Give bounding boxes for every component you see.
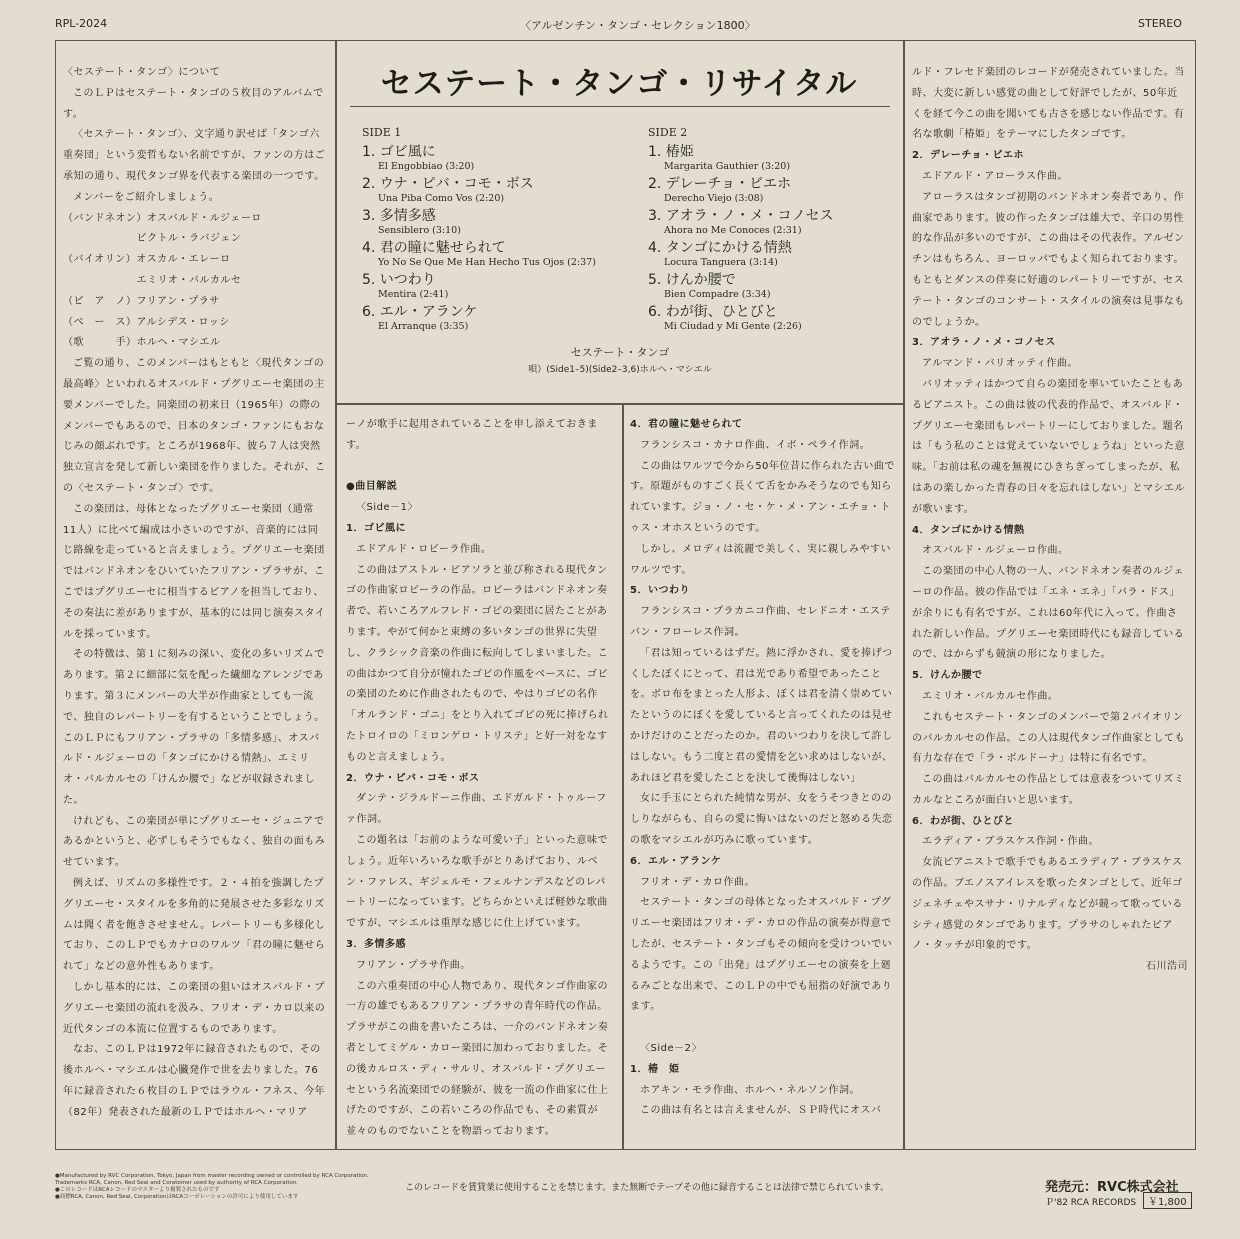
track-s2-2	[648, 176, 791, 205]
track-subtitle: Sensiblero (3:10)	[378, 225, 461, 236]
paragraph: 女に手玉にとられた純情な男が、女をうそつきとののしりながらも、自らの愛に悔いはないのだと怒める失恋の歌をマシエルが巧みに歌っています。	[630, 793, 893, 846]
paragraph: （バイオリン）オスカル・エレーロ	[63, 254, 231, 266]
track-s1-5	[362, 272, 448, 301]
paragraph: この楽団は、母体となったプグリエーセ楽団（通常11人）に比べて編成は小さいのですが、音楽的には同じ路線を走っていると言えましょう。プグリエーセ楽団ではバンドネオンをひいていたフリアン・プラサが、ここではプグリエーセに相当するピアノを担当しており、その奏法に差がありますが、基本的には同じ演奏スタイルを採っています。	[63, 503, 326, 640]
paragraph: この楽団の中心人物の一人、バンドネオン奏者のルジェーロの作品。彼の作品では「エネ・エネ」「パラ・ドス」が余りにも有名ですが、これは60年代に入って、作曲された新しい作品。プグリエーセ楽団時代にも録音しているので、はからずも競演の形になりました。	[912, 566, 1185, 661]
divider-1	[335, 40, 337, 1150]
liner-notes-column-2	[346, 415, 614, 1145]
liner-notes-column-1	[63, 63, 327, 1145]
track-subtitle: Una Piba Como Vos (2:20)	[378, 193, 505, 204]
paragraph: 「君は知っているはずだ。熱に浮かされ、愛を捧げつくしたぼくにとって、君は光であり希望であったことを。ボロ布をまとった人形よ、ぼくは君を清く崇めていたというのにぼくを愛していると言ってくれたのは見せかけだけのことだったのか。君のいつわりを決して許しはしない。もう二度と君の愛情を乞い求めはしないが、あれほど君を愛したことを決して後悔はしない」	[630, 647, 893, 784]
paragraph: ビクトル・ラバジェン	[63, 233, 242, 245]
copyright: Ｐ'82 RCA RECORDS	[1045, 1198, 1137, 1208]
track-title: 6. わが街、ひとびと	[648, 304, 778, 320]
track-s1-4	[362, 240, 596, 269]
track-title: 1. ゴビ風に	[362, 144, 436, 160]
price-tag: ￥1,800	[1143, 1192, 1192, 1209]
section-heading: 2．ウナ・ピバ・コモ・ボス	[346, 772, 480, 784]
track-s2-5	[648, 272, 771, 301]
track-title: 5. いつわり	[362, 272, 436, 288]
section-heading: ●曲目解説	[346, 481, 398, 493]
paragraph: ホアキン・モラ作曲、ホルヘ・ネルソン作詞。	[640, 1084, 860, 1096]
track-subtitle: Mentira (2:41)	[378, 289, 449, 300]
stereo-label: STEREO	[1138, 17, 1182, 30]
tracklist-bottom-border	[335, 403, 905, 405]
paragraph: フリアン・プラサ作曲。	[356, 959, 471, 971]
section-heading: 6．エル・アランケ	[630, 855, 722, 867]
paragraph: エラディア・ブラスケス作詞・作曲。	[922, 836, 1099, 848]
paragraph: 女流ピアニストで歌手でもあるエラディア・ブラスケスの作品。ブエノスアイレスを歌ったタンゴとして、近年ゴジェネチェやスサナ・リナルディなどが競って歌っているシティ感覚のタンゴであります。プラサのしゃれたピアノ・タッチが印象的です。	[912, 857, 1183, 952]
paragraph: この曲はアストル・ピアソラと並び称される現代タンゴの作曲家ロビーラの作品。ロビーラはバンドネオン奏者で、若いころアルフレド・ゴビの楽団に居たことがあります。やがて何かと束縛の多いタンゴの世界に失望し、クラシック音楽の作曲に転向してしまいました。この曲はかつて自分が憧れたゴビの作風をベースに、ゴビの楽団のために作曲されたもので、やはりゴビの名作「オルランド・ゴニ」をとり入れてゴビの死に捧げられたトロイロの「ミロンゲロ・トリステ」と好一対をなすものと言えましょう。	[346, 564, 609, 763]
paragraph: アルマンド・バリオッティ作曲。	[922, 358, 1078, 370]
paragraph: 石川浩司	[1146, 961, 1188, 973]
paragraph: この曲はワルツで今から50年位昔に作られた古い曲です。原題がものすごく長くて舌をかみそうなのでも知られています。ジョ・ノ・セ・ケ・メ・アン・エチョ・トゥス・オホスというのです。	[630, 460, 895, 534]
paragraph: 〈セステート・タンゴ〉、文字通り訳せば「タンゴ六重奏団」という変哲もない名前ですが、ファンの方はご承知の通り、現代タンゴ界を代表する楽団の一つです。	[63, 129, 326, 182]
paragraph: アローラスはタンゴ初期のバンドネオン奏者であり、作曲家であります。彼の作ったタンゴは雄大で、辛口の男性的な作品が多いのですが、この曲はその代表作。アルゼンチンはもちろん、ヨーロッパでもよく知られております。もともとダンスの伴奏に好適のレパートリーですが、セステート・タンゴのコンサート・スタイルの演奏は見事なものでしょうか。	[912, 191, 1185, 328]
track-s1-2	[362, 176, 534, 205]
paragraph: この曲はバルカルセの作品としては意表をついてリズミカルなところが面白いと思います。	[912, 774, 1185, 806]
paragraph: （バンドネオン）オスバルド・ルジェーロ	[63, 212, 262, 224]
album-title: セステート・タンゴ・リサイタル	[380, 66, 858, 102]
track-s1-6	[362, 304, 478, 333]
paragraph: これもセステート・タンゴのメンバーで第２バイオリンのバルカルセの作品。この人は現代タンゴ作曲家としても有力な存在で「ラ・ボルドーナ」は特に有名です。	[912, 711, 1185, 765]
fine-print-line: ●Manufactured by RVC Corporation, Tokyo, Japan from master recording owned or controlled by RCA Corporation.	[55, 1173, 369, 1179]
track-title: 5. けんか腰で	[648, 272, 736, 288]
section-heading: 3．アオラ・ノ・メ・コノセス	[912, 337, 1056, 349]
fine-print-line: ●商標RCA, Canon, Red Seal, CorporationはRCAコーポレーションの許可により使用しています	[55, 1194, 299, 1200]
track-subtitle: El Engobbiao (3:20)	[378, 161, 475, 172]
vocal-credit: 唄）(Side1–5)(Side2–3,6)ホルヘ・マシエル	[528, 365, 712, 375]
paragraph: エドアルド・アローラス作曲。	[922, 170, 1068, 182]
track-s2-1	[648, 144, 790, 173]
paragraph: ーノが歌手に起用されていることを申し添えておきます。	[346, 419, 598, 451]
track-title: 2. デレーチョ・ビエホ	[648, 176, 792, 192]
section-heading: 1．椿 姫	[630, 1063, 680, 1075]
paragraph: しかし基本的には、この楽団の狙いはオスバルド・プグリエーセ楽団の流れを汲み、フリオ・デ・カロ以来の近代タンゴの本流に位置するものであります。	[63, 982, 326, 1035]
paragraph: しかし、メロディは流麗で美しく、実に親しみやすいワルツです。	[630, 543, 891, 576]
paragraph: エドアルド・ロビーラ作曲。	[356, 543, 492, 555]
section-heading: 6．わが街、ひとびと	[912, 815, 1014, 827]
paragraph: エミリオ・バルカルセ	[63, 274, 242, 286]
track-s1-1	[362, 144, 474, 173]
fine-print-line: Trademarks RCA, Canon, Red Seal and Coratomer used by authority of RCA Corporation.	[55, 1180, 298, 1186]
track-subtitle: Locura Tanguera (3:14)	[664, 257, 778, 268]
paragraph: エミリオ・バルカルセ作曲。	[922, 690, 1059, 702]
divider-2	[622, 405, 624, 1150]
side2-label: SIDE 2	[648, 126, 688, 139]
paragraph: この六重奏団の中心人物であり、現代タンゴ作曲家の一方の雄でもあるフリアン・プラサの青年時代の作品。プラサがこの曲を書いたころは、一介のバンドネオン奏者としてミゲル・カロー楽団に加わっておりました。その後カルロス・ディ・サルリ、オスバルド・プグリエーセという名流楽団での経験が、彼を一流の作曲家に仕上げたのですが、この若いころの作品でも、その素質が並々のものでないことを物語っております。	[346, 980, 609, 1138]
track-s2-4	[648, 240, 792, 269]
track-subtitle: El Arranque (3:35)	[378, 321, 469, 332]
track-subtitle: Margarita Gauthier (3:20)	[664, 161, 791, 172]
side1-label: SIDE 1	[362, 126, 402, 139]
track-title: 3. アオラ・ノ・メ・コノセス	[648, 208, 834, 224]
track-subtitle: Derecho Viejo (3:08)	[664, 193, 764, 204]
paragraph	[630, 1018, 896, 1039]
paragraph: （歌 手）ホルヘ・マシエル	[63, 337, 221, 349]
track-s1-3	[362, 208, 461, 237]
paragraph: 〈セステート・タンゴ〉について	[63, 67, 221, 78]
track-title: 6. エル・アランケ	[362, 304, 478, 320]
section-heading: 1．ゴビ風に	[346, 522, 406, 534]
section-heading: 5．けんか腰で	[912, 670, 983, 682]
section-heading: 2．デレーチョ・ビエホ	[912, 150, 1024, 162]
paragraph: 〈Side－2〉	[640, 1042, 702, 1054]
paragraph: この曲は有名とは言えませんが、ＳＰ時代にオスバ	[640, 1105, 882, 1117]
track-subtitle: Yo No Se Que Me Han Hecho Tus Ojos (2:37)	[378, 257, 596, 268]
divider-3	[903, 40, 905, 1150]
paragraph: ルド・フレセド楽団のレコードが発売されていました。当時、大変に新しい感覚の曲として好評でしたが、50年近くを経て今この曲を聞いても古さを感じない作品です。有名な歌劇「椿姫」をテーマにしたタンゴです。	[912, 67, 1185, 141]
rental-notice: このレコードを賃貸業に使用することを禁じます。また無断でテープその他に録音することは法律で禁じられています。	[405, 1183, 890, 1193]
paragraph: このＬＰはセステート・タンゴの５枚目のアルバムです。	[63, 87, 324, 120]
paragraph: けれども、この楽団が単にプグリエーセ・ジュニアであるかというと、必ずしもそうでもなく、独自の面もみせています。	[63, 815, 326, 869]
paragraph: ご覧の通り、このメンバーはもともと〈現代タンゴの最高峰〉といわれるオスバルド・プグリエーセ楽団の主要メンバーでした。同楽団の初来日（1965年）の際のメンバーでもあるので、日本のタンゴ・ファンにもおなじみの顔ぶれです。ところが1968年、彼ら７人は突然独立宣言を発して新しい楽団を作りました。それが、この〈セステート・タンゴ〉です。	[63, 358, 326, 494]
catalog-number: RPL-2024	[55, 17, 108, 30]
paragraph: 〈Side－1〉	[356, 502, 418, 514]
track-title: 4. 君の瞳に魅せられて	[362, 240, 506, 256]
paragraph: フランシスコ・プラカニコ作曲、セレドニオ・エステバン・フローレス作詞。	[630, 606, 891, 638]
section-heading: 5．いつわり	[630, 585, 690, 597]
section-heading: 4．タンゴにかける情熱	[912, 524, 1025, 536]
track-subtitle: Mi Ciudad y Mi Gente (2:26)	[664, 321, 802, 332]
track-subtitle: Ahora no Me Conoces (2:31)	[664, 225, 802, 236]
paragraph: （ベ ー ス）アルシデス・ロッシ	[63, 316, 230, 328]
track-s2-3	[648, 208, 834, 237]
paragraph: バリオッティはかつて自らの楽団を率いていたこともあるピアニスト。この曲は彼の代表的作品で、オスバルド・プグリエーセ楽団もレパートリーにしておりました。題名は「もう私のことは覚えていないでしょうね」といった意味。「お前は私の魂を無視にひきちぎってしまったが、私はあの楽しかった青春の日々を忘れはしない」とマシエルが歌います。	[912, 378, 1185, 515]
track-title: 1. 椿姫	[648, 144, 694, 160]
paragraph	[346, 457, 614, 478]
paragraph: 例えば、リズムの多様性です。２・４拍を強調したプグリエーセ・スタイルを多角的に発展させた多彩なリズムは聞く者を飽きさせません。レパートリーも多様化しており、このＬＰでもカナロのワルツ「君の瞳に魅せられて」などの意外性もあります。	[63, 878, 326, 973]
paragraph: ダンテ・ジラルドーニ作曲、エドガルド・トゥルーファ作詞。	[346, 793, 607, 826]
paragraph: フランシスコ・カナロ作曲、イボ・ペライ作詞。	[640, 439, 871, 451]
paragraph: オスバルド・ルジェーロ作曲。	[922, 545, 1069, 557]
track-title: 2. ウナ・ピバ・コモ・ボス	[362, 176, 534, 192]
publisher: 発売元：RVC株式会社	[1045, 1180, 1179, 1195]
paragraph: メンバーをご紹介しましょう。	[73, 191, 220, 203]
fine-print-line: ●このレコードはRCAレコードのマスターより複製されたものです	[55, 1187, 220, 1193]
artist-credit: セステート・タンゴ	[570, 346, 670, 359]
section-heading: 3．多情多感	[346, 938, 406, 950]
paragraph: この題名は「お前のような可愛い子」といった意味でしょう。近年いろいろな歌手がとりあげており、ルベン・ファレス、ギジェルモ・フェルナンデスなどのレパートリーになっています。どちらかといえば軽妙な歌曲ですが、マシエルは重厚な感じに仕上げています。	[346, 834, 608, 930]
title-underline	[350, 106, 890, 107]
section-heading: 4．君の瞳に魅せられて	[630, 419, 743, 430]
fine-print	[55, 1173, 385, 1201]
track-s2-6	[648, 304, 802, 333]
paragraph: セステート・タンゴの母体となったオスバルド・プグリエーセ楽団はフリオ・デ・カロの作品の演奏が得意でしたが、セステート・タンゴもその傾向を受けついでいるようです。この「出発」はプグリエーセの演奏を上廻るみごとな出来で、このＬＰの中でも屈指の好演であります。	[630, 897, 893, 1013]
track-title: 3. 多情多感	[362, 208, 436, 224]
liner-notes-column-3	[630, 415, 896, 1145]
paragraph: フリオ・デ・カロ作曲。	[640, 876, 755, 888]
track-title: 4. タンゴにかける情熱	[648, 240, 792, 256]
liner-notes-column-4	[912, 63, 1188, 1145]
paragraph: なお、このＬＰは1972年に録音されたもので、その後ホルヘ・マシエルは心臓発作で世を去りました。76年に録音された６枚目のＬＰではラウル・フネス、今年（82年）発表された最新のＬＰではホルヘ・マリア	[63, 1044, 326, 1118]
series-title: 〈アルゼンチン・タンゴ・セレクション1800〉	[520, 19, 756, 32]
paragraph: その特徴は、第１に刻みの深い、変化の多いリズムであります。第２に細部に気を配った繊細なアレンジであります。第３にメンバーの大半が作曲家としても一流で、独自のレパートリーを有するということでしょう。このＬＰにもフリアン・プラサの「多情多感」、オスバルド・ルジェーロの「タンゴにかける情熱」、エミリオ・バルカルセの「けんか腰で」などが収録されました。	[63, 649, 325, 806]
track-subtitle: Bien Compadre (3:34)	[664, 289, 771, 300]
paragraph: （ピ ア ノ）フリアン・プラサ	[63, 295, 220, 307]
